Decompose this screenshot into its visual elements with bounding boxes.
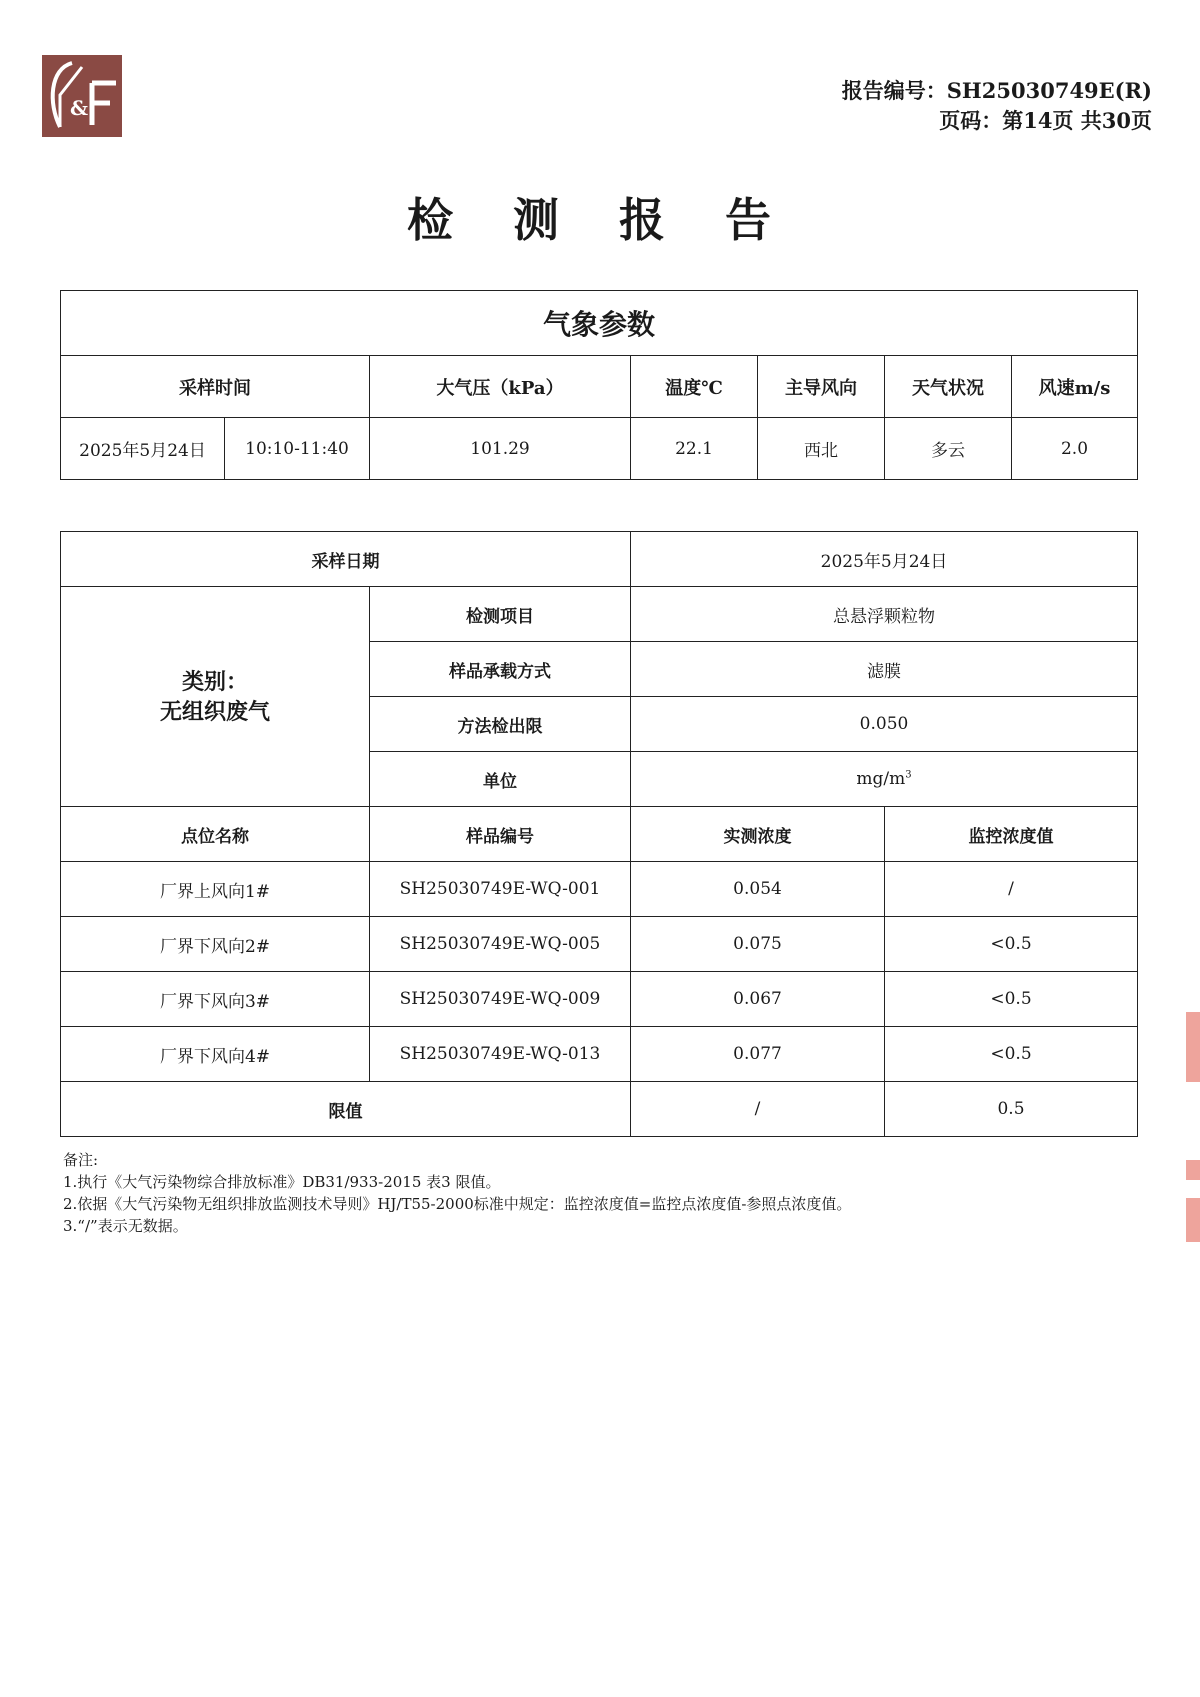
seal-stamp-fragment — [1186, 1160, 1200, 1180]
table-row — [61, 917, 1138, 972]
col-header-measured: 实测浓度 — [631, 807, 885, 862]
seal-stamp-fragment — [1186, 1012, 1200, 1082]
unit-label: 单位 — [370, 752, 631, 807]
weather-caption: 气象参数 — [61, 291, 1138, 356]
svg-text:&: & — [70, 96, 89, 120]
header-wind-speed: 风速m/s — [1012, 356, 1138, 418]
test-item-label: 检测项目 — [370, 587, 631, 642]
category-value: 无组织废气 — [159, 698, 270, 725]
row-monitor: <0.5 — [885, 917, 1138, 972]
limit-label: 限值 — [61, 1082, 631, 1137]
row-code: SH25030749E-WQ-005 — [370, 917, 631, 972]
weather-wind-direction: 西北 — [758, 418, 885, 480]
col-header-sample-code: 样品编号 — [370, 807, 631, 862]
carrier-label: 样品承载方式 — [370, 642, 631, 697]
notes-title: 备注: — [63, 1151, 99, 1169]
row-measured: 0.075 — [631, 917, 885, 972]
category-cell — [61, 587, 370, 807]
company-logo — [42, 55, 122, 137]
table-row — [61, 1027, 1138, 1082]
row-code: SH25030749E-WQ-009 — [370, 972, 631, 1027]
row-code: SH25030749E-WQ-013 — [370, 1027, 631, 1082]
results-table — [60, 531, 1138, 1137]
header-pressure: 大气压（kPa） — [370, 356, 631, 418]
header-wind-direction: 主导风向 — [758, 356, 885, 418]
detection-limit-value: 0.050 — [631, 697, 1138, 752]
row-point: 厂界下风向4# — [61, 1027, 370, 1082]
weather-date: 2025年5月24日 — [61, 418, 225, 480]
col-header-point: 点位名称 — [61, 807, 370, 862]
note-item: 1.执行《大气污染物综合排放标准》DB31/933-2015 表3 限值。 — [63, 1173, 501, 1191]
weather-condition: 多云 — [885, 418, 1012, 480]
weather-pressure: 101.29 — [370, 418, 631, 480]
unit-superscript: 3 — [905, 769, 912, 781]
limit-monitor: 0.5 — [885, 1082, 1138, 1137]
unit-text: mg/m — [856, 769, 906, 789]
note-item: 2.依据《大气污染物无组织排放监测技术导则》HJ/T55-2000标准中规定：监控浓度值=监控点浓度值-参照点浓度值。 — [63, 1195, 852, 1213]
report-number: 报告编号：SH25030749E(R) — [841, 78, 1152, 103]
row-measured: 0.077 — [631, 1027, 885, 1082]
row-point: 厂界下风向2# — [61, 917, 370, 972]
weather-table — [60, 290, 1138, 480]
weather-temperature: 22.1 — [631, 418, 758, 480]
unit-value — [631, 752, 1138, 807]
weather-wind-speed: 2.0 — [1012, 418, 1138, 480]
table-row — [61, 862, 1138, 917]
carrier-value: 滤膜 — [631, 642, 1138, 697]
seal-stamp-fragment — [1186, 1198, 1200, 1242]
header-weather-condition: 天气状况 — [885, 356, 1012, 418]
sampling-date-label: 采样日期 — [61, 532, 631, 587]
limit-measured: / — [631, 1082, 885, 1137]
table-row — [61, 972, 1138, 1027]
row-code: SH25030749E-WQ-001 — [370, 862, 631, 917]
row-monitor: <0.5 — [885, 972, 1138, 1027]
sampling-date-value: 2025年5月24日 — [631, 532, 1138, 587]
row-measured: 0.054 — [631, 862, 885, 917]
detection-limit-label: 方法检出限 — [370, 697, 631, 752]
row-monitor: <0.5 — [885, 1027, 1138, 1082]
category-label: 类别： — [181, 668, 248, 695]
row-measured: 0.067 — [631, 972, 885, 1027]
col-header-monitor: 监控浓度值 — [885, 807, 1138, 862]
row-monitor: / — [885, 862, 1138, 917]
note-item: 3.“/”表示无数据。 — [63, 1217, 188, 1235]
test-item-value: 总悬浮颗粒物 — [631, 587, 1138, 642]
header-sampling-time: 采样时间 — [61, 356, 370, 418]
weather-time: 10:10-11:40 — [225, 418, 370, 480]
row-point: 厂界下风向3# — [61, 972, 370, 1027]
header-temperature: 温度℃ — [631, 356, 758, 418]
row-point: 厂界上风向1# — [61, 862, 370, 917]
page-info: 页码：第14页 共30页 — [939, 108, 1152, 133]
page-title: 检 测 报 告 — [406, 193, 794, 247]
notes — [63, 1149, 851, 1237]
report-meta — [842, 76, 1152, 136]
